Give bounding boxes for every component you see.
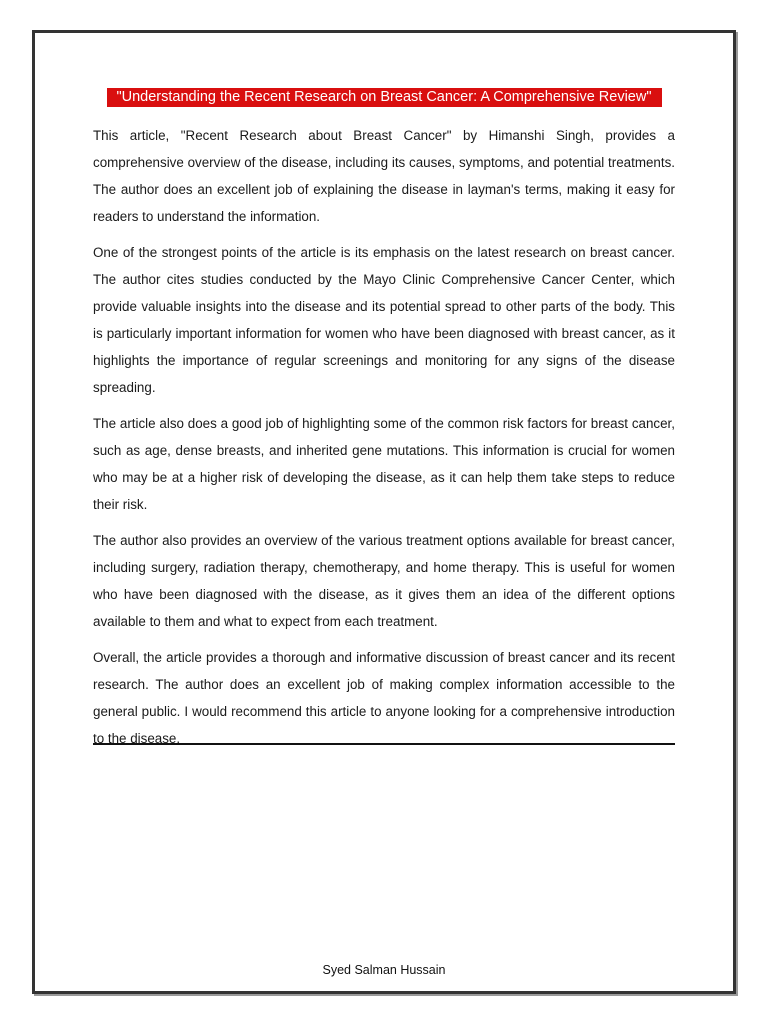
title-container [93, 88, 675, 107]
author-footer: Syed Salman Hussain [322, 963, 446, 977]
document-title: "Understanding the Recent Research on Breast Cancer: A Comprehensive Review" [107, 88, 662, 107]
paragraph-2: One of the strongest points of the article is its emphasis on the latest research on breast cancer. The author cites studies conducted by the Mayo Clinic Comprehensive Cancer Center, which provide valuable insights into the disease and its potential spread to other parts of the body. This is particularly important information for women who have been diagnosed with breast cancer, as it highlights the importance of regular screenings and monitoring for any signs of the disease spreading. [93, 245, 675, 395]
paragraph-4: The author also provides an overview of the various treatment options available for breast cancer, including surgery, radiation therapy, chemotherapy, and home therapy. This is useful for women who have been diagnosed with the disease, as it gives them an idea of the different options available to them and what to expect from each treatment. [93, 533, 675, 629]
document-body [93, 122, 675, 761]
paragraph-3: The article also does a good job of highlighting some of the common risk factors for breast cancer, such as age, dense breasts, and inherited gene mutations. This information is crucial for women who may be at a higher risk of developing the disease, as it can help them take steps to reduce their risk. [93, 416, 675, 512]
paragraph-5: Overall, the article provides a thorough and informative discussion of breast cancer and its recent research. The author does an excellent job of making complex information accessible to the general public. I would recommend this article to anyone looking for a comprehensive introduction to the disease. [93, 650, 675, 746]
horizontal-rule [93, 743, 675, 745]
paragraph-1: This article, "Recent Research about Breast Cancer" by Himanshi Singh, provides a comprehensive overview of the disease, including its causes, symptoms, and potential treatments. The author does an excellent job of explaining the disease in layman's terms, making it easy for readers to understand the information. [93, 128, 675, 224]
